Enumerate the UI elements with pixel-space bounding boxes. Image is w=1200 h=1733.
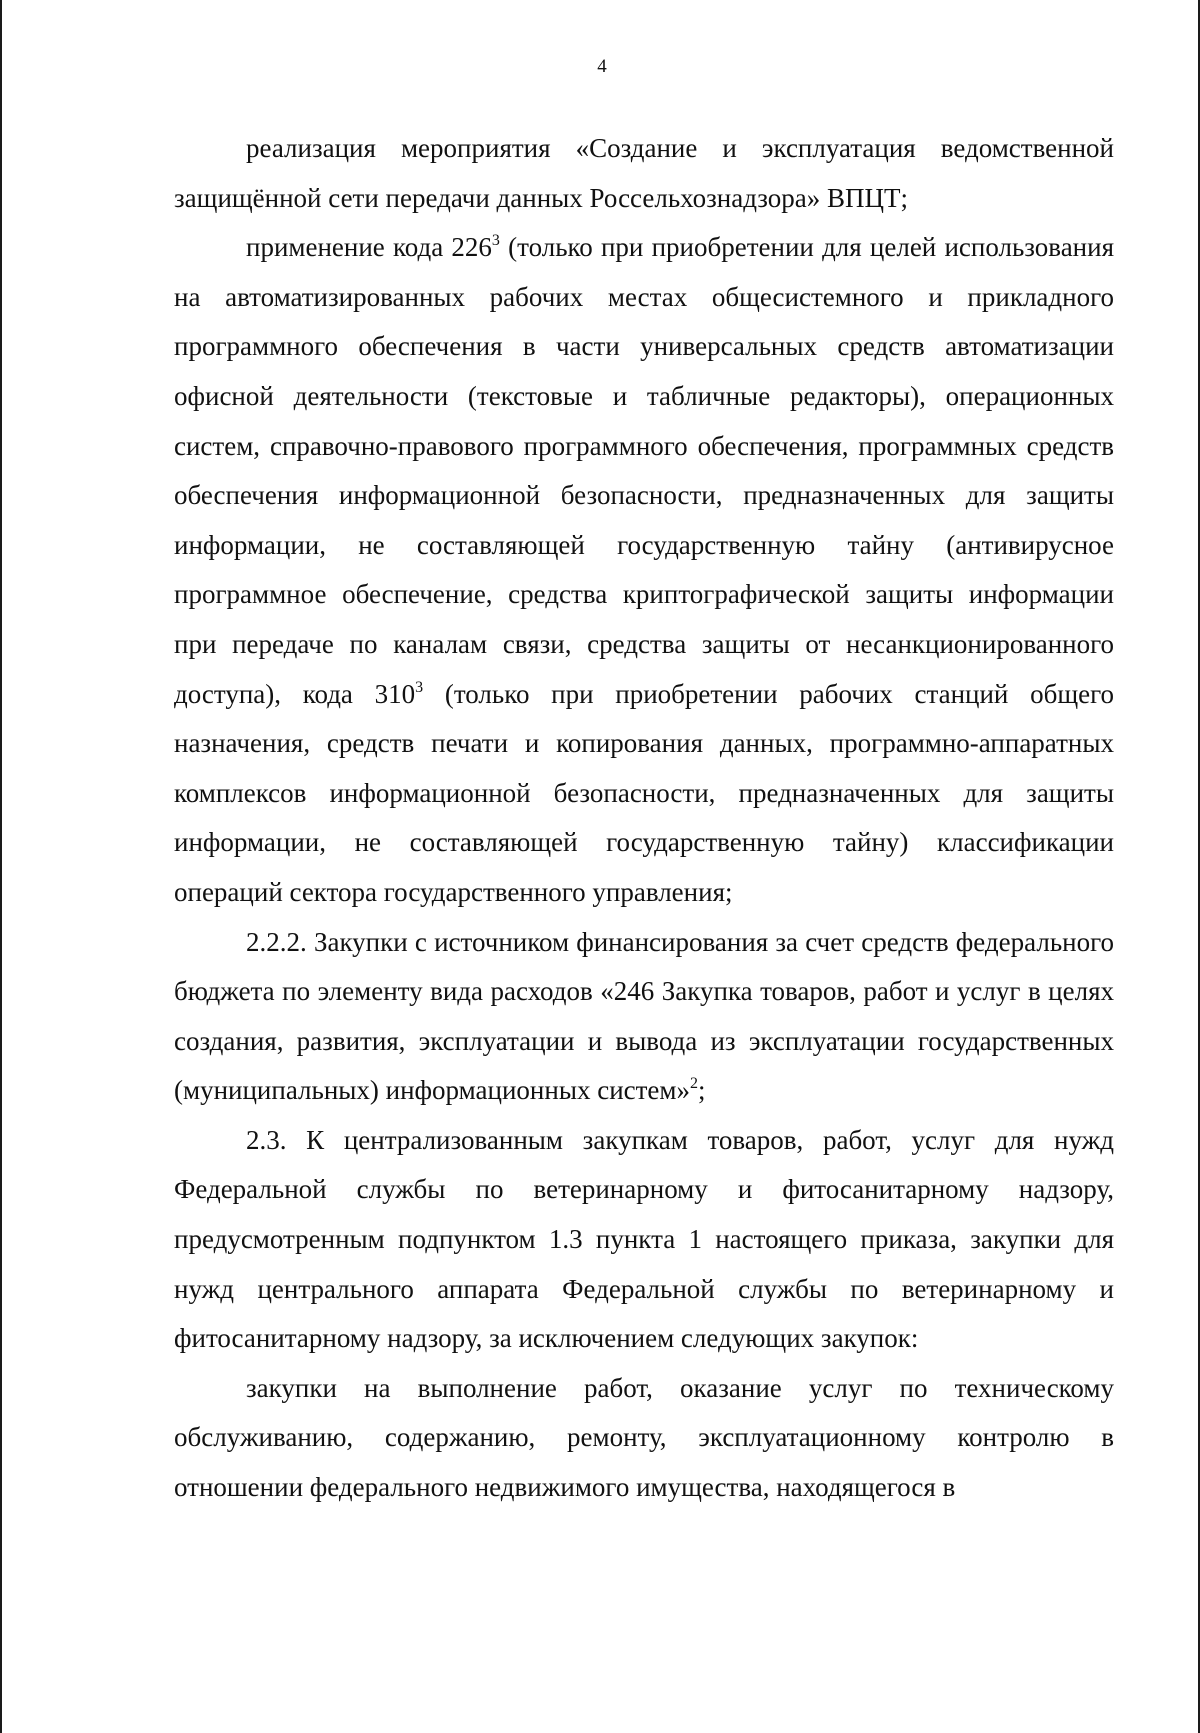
- paragraph-code-226: [174, 223, 1114, 917]
- paragraph-text: 2.2.2. Закупки с источником финансирования за счет средств федерального бюджета по элементу вида расходов «246 Закупка товаров, работ и услуг в целях создания, развития, эксплуатации и вывода из эксплуатации государственных (муниципальных) информационных систем»: [174, 926, 1114, 1106]
- paragraph-text: закупки на выполнение работ, оказание услуг по техническому обслуживанию, содержанию, ремонту, эксплуатационному контролю в отношении федерального недвижимого имущества, находящегося в: [174, 1372, 1114, 1503]
- paragraph-vpct-event: [174, 124, 1114, 223]
- paragraph-2-3: [174, 1116, 1114, 1364]
- paragraph-text: реализация мероприятия «Создание и эксплуатация ведомственной защищённой сети передачи данных Россельхознадзора» ВПЦТ;: [174, 133, 1114, 213]
- footnote-reference: 3: [415, 678, 424, 696]
- paragraph-maintenance-procurement: [174, 1364, 1114, 1513]
- page-number: 4: [597, 56, 607, 77]
- paragraph-text: 2.3. К централизованным закупкам товаров, работ, услуг для нужд Федеральной службы по ветеринарному и фитосанитарному надзору, предусмотренным подпунктом 1.3 пункта 1 настоящего приказа, закупки для нужд центрального аппарата Федеральной службы по ветеринарному и фитосанитарному надзору, за исключением следующих закупок:: [174, 1124, 1114, 1354]
- paragraph-text: применение кода 226: [246, 232, 492, 263]
- footnote-reference: 2: [690, 1075, 699, 1093]
- paragraph-text: (только при приобретении для целей использования на автоматизированных рабочих местах общесистемного и прикладного программного обеспечения в части универсальных средств автоматизации офисной деятельности (текстовые и табличные редакторы), операционных систем, справочно-правового программного обеспечения, программных средств обеспечения информационной безопасности, предназначенных для защиты информации, не составляющей государственную тайну (антивирусное программное обеспечение, средства криптографической защиты информации при передаче по каналам связи, средства защиты от несанкционированного доступа), кода 310: [174, 232, 1114, 709]
- paragraph-2-2-2: [174, 918, 1114, 1116]
- document-body: [174, 124, 1114, 1513]
- paragraph-text: (только при приобретении рабочих станций общего назначения, средств печати и копирования данных, программно-аппаратных комплексов информационной безопасности, предназначенных для защиты информации, не составляющей государственную тайну) классификации операций сектора государственного управления;: [174, 678, 1114, 907]
- footnote-reference: 3: [491, 232, 500, 250]
- paragraph-text: ;: [698, 1075, 706, 1106]
